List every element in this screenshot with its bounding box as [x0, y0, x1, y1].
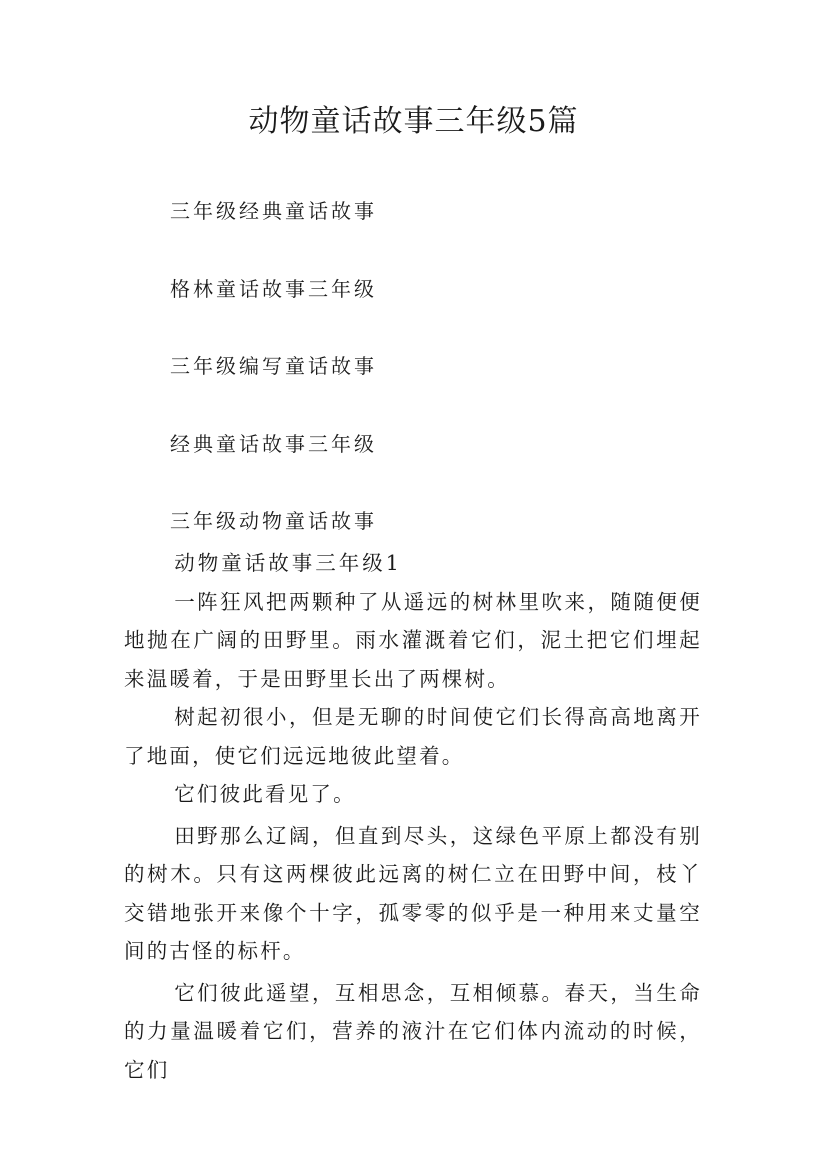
page-title: 动物童话故事三年级5篇: [248, 104, 579, 139]
toc-item-2: 格林童话故事三年级: [170, 277, 377, 301]
story-paragraph-4: 田野那么辽阔，但直到尽头，这绿色平原上都没有别的树木。只有这两棵彼此远离的树仁立在田野中间，枝丫交错地张开来像个十字，孤零零的似乎是一种用来丈量空间的古怪的标杆。: [124, 823, 702, 963]
story-paragraph-3: 它们彼此看见了。: [174, 782, 356, 806]
toc-item-3: 三年级编写童话故事: [170, 354, 377, 378]
story-paragraph-2: 树起初很小，但是无聊的时间使它们长得高高地离开了地面，使它们远远地彼此望着。: [124, 705, 702, 768]
story-paragraph-5: 它们彼此遥望，互相思念，互相倾慕。春天，当生命的力量温暖着它们，营养的液汁在它们体内流动的时候，它们: [124, 980, 702, 1082]
story-paragraph-1: 一阵狂风把两颗种了从遥远的树林里吹来，随随便便地抛在广阔的田野里。雨水灌溉着它们，泥土把它们埋起来温暖着，于是田野里长出了两棵树。: [124, 589, 702, 691]
section-heading: 动物童话故事三年级1: [174, 551, 402, 575]
toc-item-4: 经典童话故事三年级: [170, 432, 377, 456]
story-body: [124, 544, 702, 1089]
toc-item-5: 三年级动物童话故事: [170, 509, 377, 533]
toc-item-1: 三年级经典童话故事: [170, 199, 377, 223]
